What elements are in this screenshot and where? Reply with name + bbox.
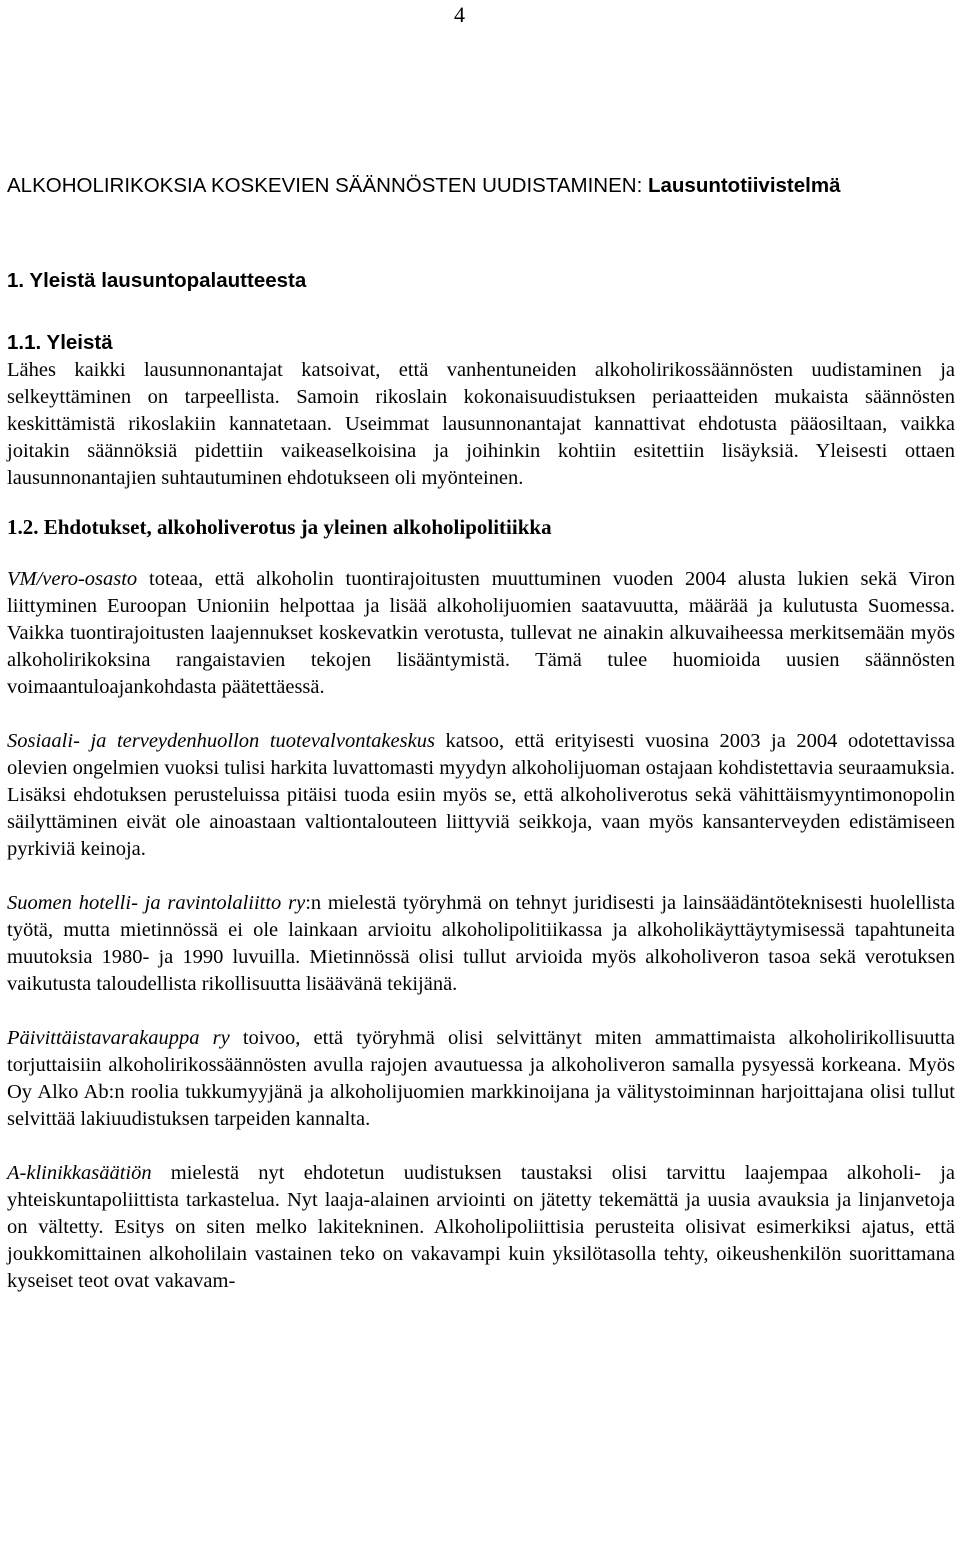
section-1-2-heading: 1.2. Ehdotukset, alkoholiverotus ja yleinen alkoholipolitiikka <box>7 515 552 539</box>
document-title-bold: Lausuntotiivistelmä <box>647 174 841 197</box>
statement-org: Sosiaali- ja terveydenhuollon tuotevalvontakeskus <box>7 730 435 752</box>
document-title-main: ALKOHOLIRIKOKSIA KOSKEVIEN SÄÄNNÖSTEN UUDISTAMINEN: <box>7 174 648 197</box>
statement-org: VM/vero-osasto <box>7 568 138 590</box>
statement-text: toivoo, että työryhmä olisi selvittänyt miten ammattimaista alkoholirikollisuutta torjuttaisiin alkoholirikossäännösten avulla rajojen avautuessa ja alkoholiveron samalla pysyessä korkeana. Myös Oy Alko Ab:n roolia tukkumyyjänä ja alkoholijuomien markkinoijana ja välitystoiminnan harjoittajana olisi tullut selvittää lakiuudistuksen tarpeiden kannalta. <box>7 1027 955 1130</box>
section-1-1-paragraph: Lähes kaikki lausunnonantajat katsoivat, että vanhentuneiden alkoholirikossäännösten uudistaminen ja selkeyttäminen on tarpeellista. Samoin rikoslain kokonaisuudistuksen periaatteiden mukaista säännösten keskittämistä rikoslakiin kannatetaan. Useimmat lausunnonantajat kannattivat ehdotusta pääosiltaan, vaikka joitakin säännöksiä pidettiin vaikeaselkoisina ja joihinkin kohtiin esitettiin lisäyksiä. Yleisesti ottaen lausunnonantajien suhtautuminen ehdotukseen oli myönteinen. <box>7 359 955 489</box>
statement-org: Suomen hotelli- ja ravintolaliitto ry <box>7 892 306 914</box>
statement-a-klinikkasaatio <box>7 1160 955 1295</box>
statement-org: A-klinikkasäätiön <box>7 1162 152 1184</box>
statement-paivittaistavarakauppa <box>7 1025 955 1133</box>
statement-sosiaali-ja-terveydenhuolto <box>7 728 955 863</box>
document-body <box>7 170 955 1295</box>
statement-org: Päivittäistavarakauppa ry <box>7 1027 230 1049</box>
document-title <box>7 170 955 201</box>
section-1-1-heading: 1.1. Yleistä <box>7 331 113 354</box>
statement-vm-vero-osasto <box>7 566 955 701</box>
page-number: 4 <box>454 2 465 27</box>
statement-hotelli-ja-ravintolaliitto <box>7 890 955 998</box>
statement-text: mielestä nyt ehdotetun uudistuksen taustaksi olisi tarvittu laajempaa alkoholi- ja yhteiskuntapoliittista tarkastelua. Nyt laaja-alainen arviointi on jätetty tekemättä ja uusia avauksia ja linjanvetoja on vältetty. Esitys on siten melko lakitekninen. Alkoholipoliittisia perusteita olisivat esimerkiksi ajatus, että joukkomittainen alkoholilain vastainen teko on vakavampi kuin yksilötasolla tehty, oikeushenkilön suorittamana kyseiset teot ovat vakavam- <box>7 1162 955 1292</box>
section-1-heading: 1. Yleistä lausuntopalautteesta <box>7 269 307 292</box>
statement-text: toteaa, että alkoholin tuontirajoitusten muuttuminen vuoden 2004 alusta lukien sekä Viron liittyminen Euroopan Unioniin helpottaa ja lisää alkoholijuomien saatavuutta, määrää ja kulutusta Suomessa. Vaikka tuontirajoitusten laajennukset koskevatkin verotusta, tullevat ne ainakin alkuvaiheessa merkitsemään myös alkoholirikoksina rangaistavien tekojen lisääntymistä. Tämä tulee huomioida uusien säännösten voimaantuloajankohdasta päätettäessä. <box>7 568 955 698</box>
statement-text: katsoo, että erityisesti vuosina 2003 ja 2004 odotettavissa olevien ongelmien vuoksi tulisi harkita luvattomasti myydyn alkoholijuoman ostajaan kohdistettavia seuraamuksia. Lisäksi ehdotuksen perusteluissa pitäisi tuoda esiin myös se, että alkoholiverotus sekä vähittäismyyntimonopolin säilyttäminen eivät ole ainoastaan valtiontalouteen liittyviä seikkoja, vaan myös kansanterveyden edistämiseen pyrkiviä keinoja. <box>7 730 956 860</box>
statement-text: :n mielestä työryhmä on tehnyt juridisesti ja lainsäädäntöteknisesti huolellista työtä, mutta mietinnössä ei ole lainkaan arvioitu alkoholipolitiikassa ja alkoholikäyttäytymisessä tapahtuneita muutoksia 1980- ja 1990 luvuilla. Mietinnössä olisi tullut arvioida myös alkoholiveron tasoa sekä verotuksen vaikutusta taloudellista rikollisuutta lisäävänä tekijänä. <box>7 892 956 995</box>
